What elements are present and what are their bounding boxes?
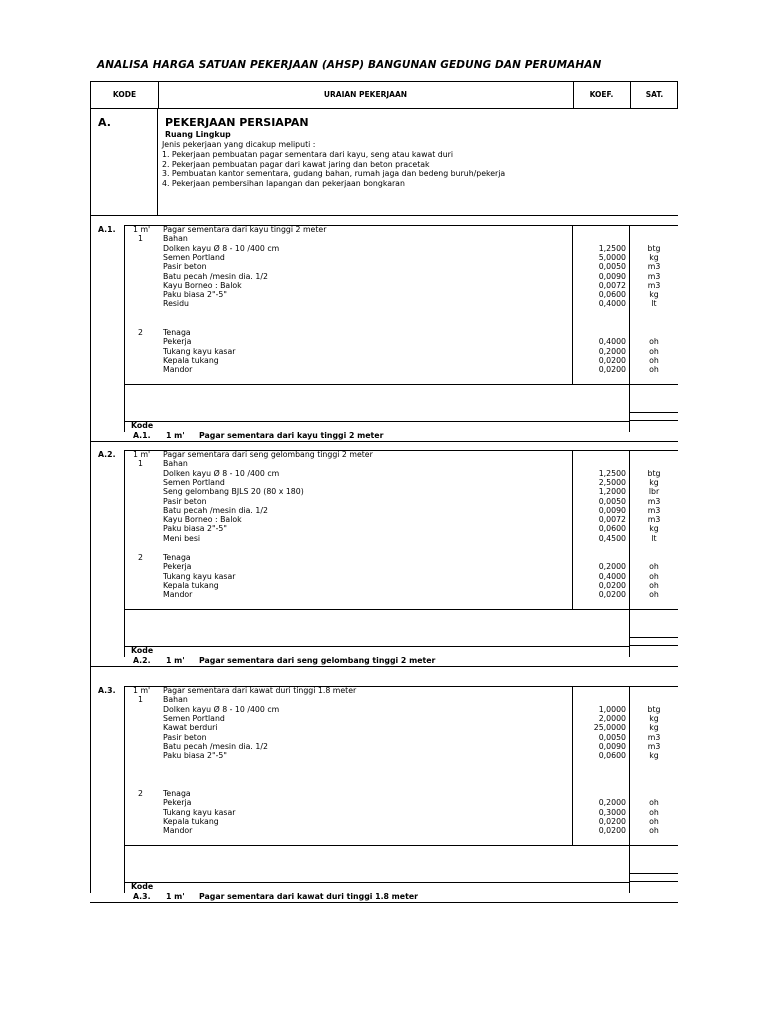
material-koef: 25,0000 bbox=[593, 723, 626, 733]
item-title: Pagar sementara dari kawat duri tinggi 1.8 meter bbox=[163, 686, 357, 695]
footer-code: A.2. bbox=[133, 656, 151, 665]
item-title: Pagar sementara dari kayu tinggi 2 meter bbox=[163, 225, 327, 234]
item-bottom-border bbox=[90, 902, 678, 903]
footer-top-line bbox=[124, 646, 629, 647]
labor-koef: 0,2000 bbox=[598, 562, 626, 572]
labor-koef: 0,0200 bbox=[598, 816, 626, 826]
labor-unit: oh bbox=[649, 562, 659, 572]
material-name: Semen Portland bbox=[163, 252, 225, 262]
labor-name: Mandor bbox=[163, 365, 193, 375]
footer-top-line bbox=[124, 421, 629, 422]
labor-name: Tukang kayu kasar bbox=[163, 571, 236, 581]
material-name: Residu bbox=[163, 299, 189, 309]
item-code: A.1. bbox=[98, 225, 116, 234]
labor-unit: oh bbox=[649, 826, 659, 836]
table-left-border bbox=[90, 109, 91, 893]
material-koef: 0,0090 bbox=[598, 271, 626, 281]
material-koef: 0,0050 bbox=[598, 262, 626, 272]
sat-row-line bbox=[629, 637, 678, 638]
scope-item: 2. Pekerjaan pembuatan pagar dari kawat jaring dan beton pracetak bbox=[162, 159, 430, 169]
item-unit: 1 m' bbox=[133, 225, 151, 234]
table-header bbox=[90, 81, 678, 109]
footer-kode-label: Kode bbox=[131, 882, 154, 891]
material-koef: 0,0090 bbox=[598, 741, 626, 751]
labor-name: Tukang kayu kasar bbox=[163, 807, 236, 817]
material-unit: m3 bbox=[647, 505, 661, 515]
koef-divider bbox=[572, 450, 573, 609]
labor-unit: oh bbox=[649, 346, 659, 356]
material-koef: 0,0600 bbox=[598, 751, 626, 761]
item-title: Pagar sementara dari seng gelombang tinggi 2 meter bbox=[163, 450, 373, 459]
material-unit: m3 bbox=[647, 280, 661, 290]
material-name: Paku biasa 2"-5" bbox=[163, 524, 227, 534]
labor-unit: oh bbox=[649, 580, 659, 590]
item-unit: 1 m' bbox=[133, 450, 151, 459]
material-unit: lt bbox=[651, 533, 657, 543]
labor-name: Kepala tukang bbox=[163, 816, 219, 826]
material-unit: kg bbox=[649, 477, 659, 487]
material-koef: 1,2000 bbox=[598, 487, 626, 497]
material-name: Pasir beton bbox=[163, 496, 207, 506]
labor-unit: oh bbox=[649, 571, 659, 581]
footer-code: A.3. bbox=[133, 892, 151, 901]
material-unit: lbr bbox=[648, 487, 660, 497]
labor-unit: oh bbox=[649, 337, 659, 347]
tenaga-label: Tenaga bbox=[163, 553, 191, 562]
labor-unit: oh bbox=[649, 365, 659, 375]
item-code: A.2. bbox=[98, 450, 116, 459]
material-name: Dolken kayu Ø 8 - 10 /400 cm bbox=[163, 704, 280, 714]
material-name: Pasir beton bbox=[163, 732, 207, 742]
detail-bottom-border bbox=[124, 845, 678, 846]
material-koef: 0,0600 bbox=[598, 524, 626, 534]
material-name: Semen Portland bbox=[163, 713, 225, 723]
material-koef: 2,5000 bbox=[598, 477, 626, 487]
koef-divider bbox=[572, 225, 573, 384]
footer-top-line bbox=[124, 882, 629, 883]
header-sat: SAT. bbox=[645, 90, 664, 99]
material-unit: btg bbox=[647, 704, 661, 714]
labor-koef: 0,0200 bbox=[598, 355, 626, 365]
bahan-number: 1 bbox=[138, 234, 143, 244]
sat-row-line bbox=[629, 645, 678, 646]
material-koef: 0,0072 bbox=[598, 515, 626, 525]
labor-name: Pekerja bbox=[163, 562, 192, 572]
material-unit: kg bbox=[649, 252, 659, 262]
document-title: ANALISA HARGA SATUAN PEKERJAAN (AHSP) BANGUNAN GEDUNG DAN PERUMAHAN bbox=[97, 59, 602, 71]
material-name: Kayu Borneo : Balok bbox=[163, 515, 242, 525]
item-unit: 1 m' bbox=[133, 686, 151, 695]
material-unit: m3 bbox=[647, 271, 661, 281]
labor-koef: 0,4000 bbox=[598, 571, 626, 581]
footer-kode-label: Kode bbox=[131, 646, 154, 655]
labor-unit: oh bbox=[649, 816, 659, 826]
material-name: Dolken kayu Ø 8 - 10 /400 cm bbox=[163, 243, 280, 253]
material-name: Kawat berduri bbox=[163, 723, 218, 733]
material-name: Paku biasa 2"-5" bbox=[163, 751, 227, 761]
material-unit: m3 bbox=[647, 496, 661, 506]
labor-name: Mandor bbox=[163, 590, 193, 600]
labor-name: Mandor bbox=[163, 826, 193, 836]
labor-koef: 0,0200 bbox=[598, 365, 626, 375]
scope-title: Ruang Lingkup bbox=[165, 130, 231, 139]
tenaga-label: Tenaga bbox=[163, 328, 191, 337]
labor-unit: oh bbox=[649, 355, 659, 365]
material-name: Dolken kayu Ø 8 - 10 /400 cm bbox=[163, 468, 280, 478]
labor-unit: oh bbox=[649, 807, 659, 817]
scope-item: 3. Pembuatan kantor sementara, gudang bahan, rumah jaga dan bedeng buruh/pekerja bbox=[162, 169, 506, 178]
material-koef: 0,4000 bbox=[598, 299, 626, 309]
header-koef: KOEF. bbox=[589, 90, 614, 99]
material-koef: 0,0600 bbox=[598, 290, 626, 300]
material-unit: lt bbox=[651, 299, 657, 309]
material-koef: 2,0000 bbox=[598, 713, 626, 723]
section-bottom-border bbox=[90, 215, 678, 216]
tenaga-number: 2 bbox=[138, 328, 143, 337]
material-unit: kg bbox=[649, 713, 659, 723]
labor-koef: 0,2000 bbox=[598, 346, 626, 356]
material-unit: btg bbox=[647, 468, 661, 478]
tenaga-number: 2 bbox=[138, 789, 143, 798]
material-unit: kg bbox=[649, 751, 659, 761]
bahan-label: Bahan bbox=[163, 695, 188, 705]
labor-unit: oh bbox=[649, 798, 659, 808]
section-name: PEKERJAAN PERSIAPAN bbox=[165, 116, 309, 129]
labor-unit: oh bbox=[649, 590, 659, 600]
material-name: Meni besi bbox=[163, 533, 201, 543]
footer-unit: 1 m' bbox=[166, 656, 185, 665]
sat-row-line bbox=[629, 873, 678, 874]
footer-unit: 1 m' bbox=[166, 892, 185, 901]
labor-name: Kepala tukang bbox=[163, 580, 219, 590]
sat-row-line bbox=[629, 412, 678, 413]
scope-intro: Jenis pekerjaan yang dicakup meliputi : bbox=[162, 140, 316, 149]
material-name: Batu pecah /mesin dia. 1/2 bbox=[163, 741, 268, 751]
material-name: Batu pecah /mesin dia. 1/2 bbox=[163, 271, 268, 281]
material-koef: 0,0090 bbox=[598, 505, 626, 515]
material-unit: kg bbox=[649, 723, 659, 733]
material-name: Semen Portland bbox=[163, 477, 225, 487]
material-name: Pasir beton bbox=[163, 262, 207, 272]
material-unit: m3 bbox=[647, 732, 661, 742]
labor-koef: 0,0200 bbox=[598, 590, 626, 600]
sat-row-line bbox=[629, 881, 678, 882]
labor-koef: 0,0200 bbox=[598, 826, 626, 836]
material-koef: 1,2500 bbox=[598, 243, 626, 253]
bahan-number: 1 bbox=[138, 695, 143, 705]
material-koef: 1,0000 bbox=[598, 704, 626, 714]
material-koef: 1,2500 bbox=[598, 468, 626, 478]
footer-title: Pagar sementara dari kayu tinggi 2 meter bbox=[199, 431, 384, 440]
material-koef: 0,0050 bbox=[598, 732, 626, 742]
footer-unit: 1 m' bbox=[166, 431, 185, 440]
header-uraian: URAIAN PEKERJAAN bbox=[323, 90, 408, 99]
material-koef: 0,0072 bbox=[598, 280, 626, 290]
material-name: Kayu Borneo : Balok bbox=[163, 280, 242, 290]
item-bottom-border bbox=[90, 666, 678, 667]
scope-item: 4. Pekerjaan pembersihan lapangan dan pekerjaan bongkaran bbox=[162, 178, 405, 188]
item-inner-left-border bbox=[124, 686, 125, 893]
tenaga-label: Tenaga bbox=[163, 789, 191, 798]
section-code: A. bbox=[98, 116, 111, 129]
labor-koef: 0,2000 bbox=[598, 798, 626, 808]
item-code: A.3. bbox=[98, 686, 116, 695]
footer-title: Pagar sementara dari seng gelombang tinggi 2 meter bbox=[199, 656, 436, 665]
koef-divider bbox=[572, 686, 573, 845]
material-koef: 0,0050 bbox=[598, 496, 626, 506]
bahan-number: 1 bbox=[138, 459, 143, 469]
section-divider bbox=[157, 109, 158, 215]
labor-koef: 0,4000 bbox=[598, 337, 626, 347]
scope-item: 1. Pekerjaan pembuatan pagar sementara dari kayu, seng atau kawat duri bbox=[162, 150, 454, 159]
labor-name: Tukang kayu kasar bbox=[163, 346, 236, 356]
material-name: Seng gelombang BJLS 20 (80 x 180) bbox=[163, 487, 304, 497]
labor-name: Pekerja bbox=[163, 798, 192, 808]
sat-row-line bbox=[629, 420, 678, 421]
material-koef: 0,4500 bbox=[598, 533, 626, 543]
material-name: Paku biasa 2"-5" bbox=[163, 290, 227, 300]
material-name: Batu pecah /mesin dia. 1/2 bbox=[163, 505, 268, 515]
labor-name: Kepala tukang bbox=[163, 355, 219, 365]
material-unit: kg bbox=[649, 524, 659, 534]
material-unit: m3 bbox=[647, 515, 661, 525]
material-unit: btg bbox=[647, 243, 661, 253]
item-inner-left-border bbox=[124, 450, 125, 657]
item-inner-left-border bbox=[124, 225, 125, 432]
footer-code: A.1. bbox=[133, 431, 151, 440]
bahan-label: Bahan bbox=[163, 234, 188, 244]
bahan-label: Bahan bbox=[163, 459, 188, 469]
item-bottom-border bbox=[90, 441, 678, 442]
header-kode: KODE bbox=[112, 90, 137, 99]
detail-bottom-border bbox=[124, 609, 678, 610]
footer-kode-label: Kode bbox=[131, 421, 154, 430]
detail-bottom-border bbox=[124, 384, 678, 385]
labor-koef: 0,0200 bbox=[598, 580, 626, 590]
material-koef: 5,0000 bbox=[598, 252, 626, 262]
labor-koef: 0,3000 bbox=[598, 807, 626, 817]
tenaga-number: 2 bbox=[138, 553, 143, 562]
material-unit: m3 bbox=[647, 741, 661, 751]
material-unit: m3 bbox=[647, 262, 661, 272]
footer-title: Pagar sementara dari kawat duri tinggi 1.8 meter bbox=[199, 892, 418, 901]
labor-name: Pekerja bbox=[163, 337, 192, 347]
material-unit: kg bbox=[649, 290, 659, 300]
